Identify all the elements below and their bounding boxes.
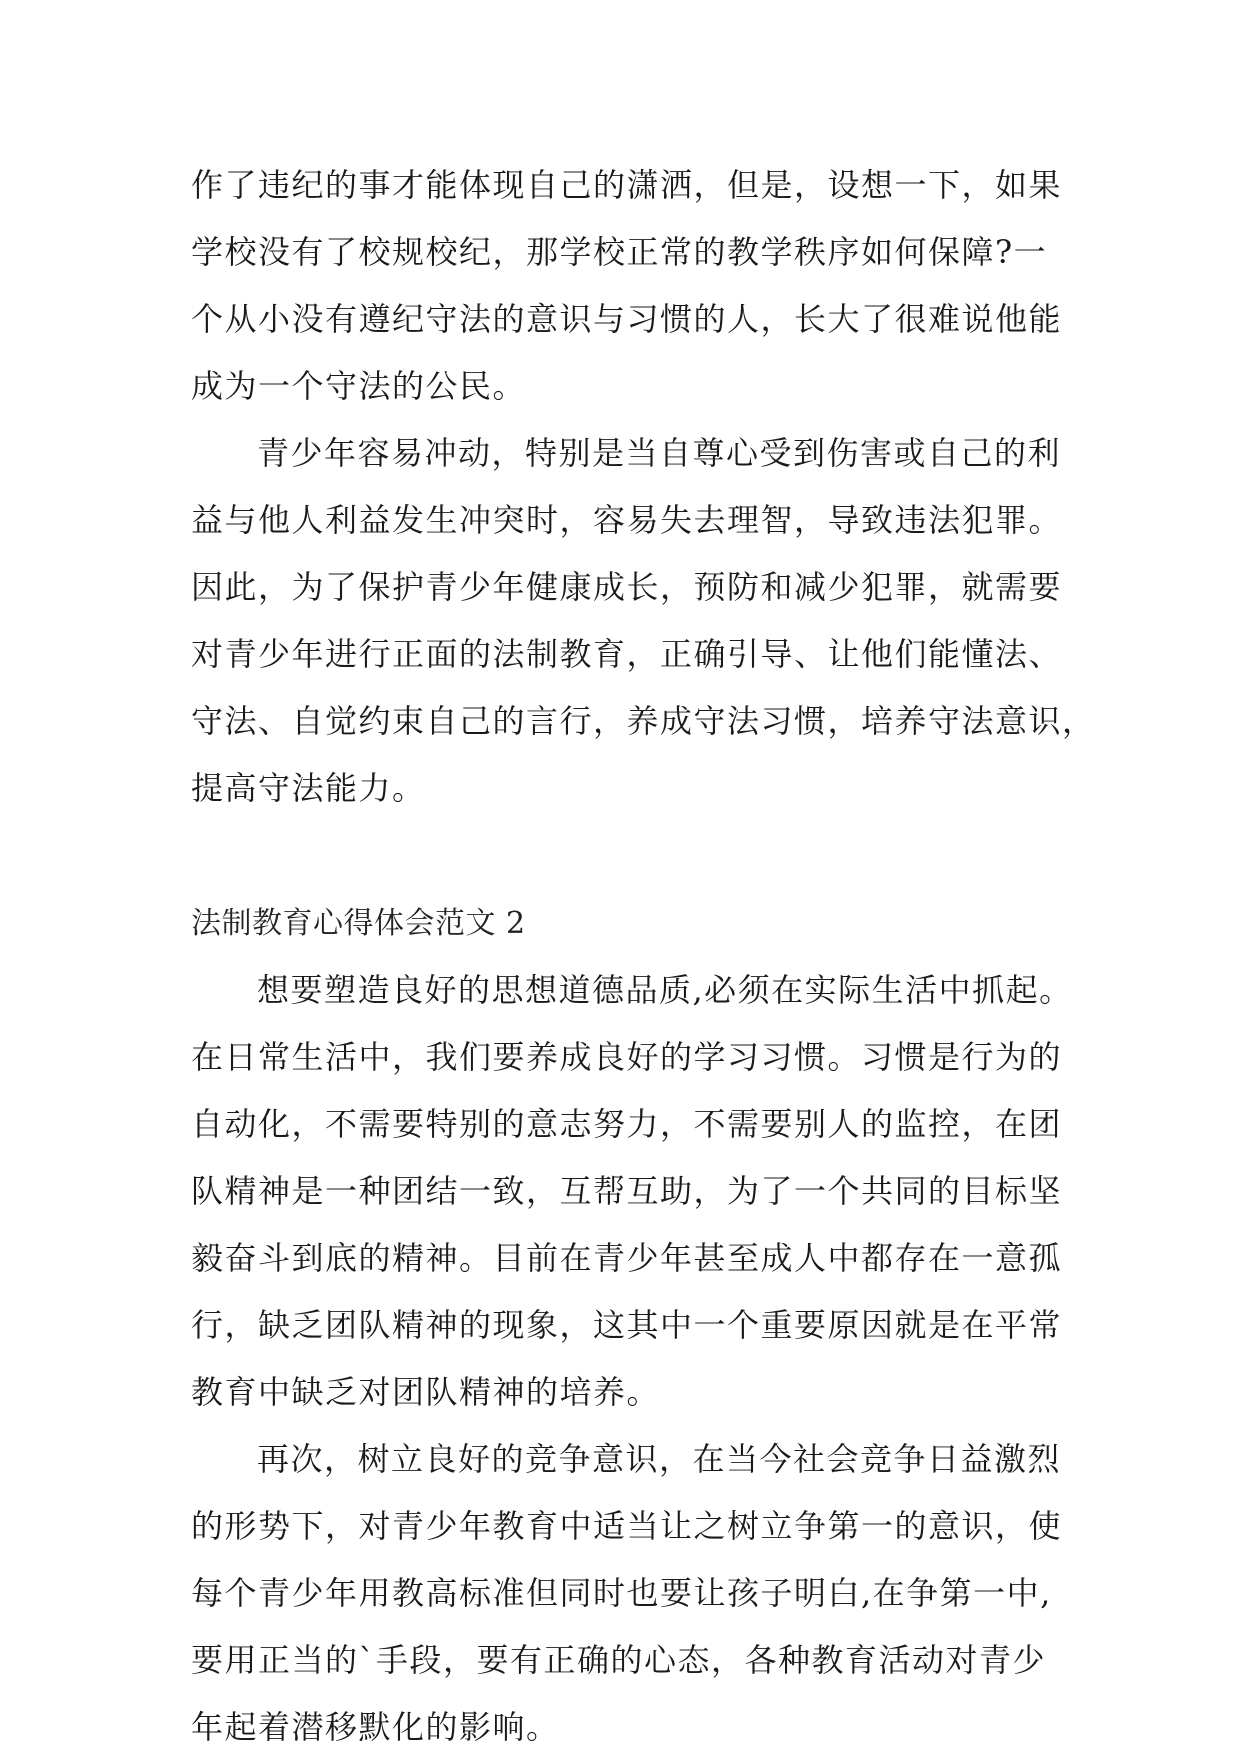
text-line: 的形势下，对青少年教育中适当让之树立争第一的意识，使 <box>191 1507 1063 1545</box>
text-line: 在日常生活中，我们要养成良好的学习习惯。习惯是行为的 <box>191 1038 1063 1076</box>
text-line: 守法、自觉约束自己的言行，养成守法习惯，培养守法意识， <box>191 702 1096 740</box>
paragraph-continued <box>191 152 1091 420</box>
text-line: 毅奋斗到底的精神。目前在青少年甚至成人中都存在一意孤 <box>191 1239 1063 1277</box>
text-line: 因此，为了保护青少年健康成长，预防和减少犯罪，就需要 <box>191 568 1063 606</box>
document-body <box>191 152 1096 1761</box>
paragraph-moral-quality <box>191 957 1091 1426</box>
text-line: 学校没有了校规校纪，那学校正常的教学秩序如何保障?一 <box>191 233 1048 271</box>
text-line: 提高守法能力。 <box>191 769 426 807</box>
text-line: 每个青少年用教高标准但同时也要让孩子明白,在争第一中, <box>191 1574 1052 1612</box>
paragraph-competition <box>191 1426 1091 1761</box>
text-line: 益与他人利益发生冲突时，容易失去理智，导致违法犯罪。 <box>191 501 1063 539</box>
text-line: 对青少年进行正面的法制教育，正确引导、让他们能懂法、 <box>191 635 1063 673</box>
text-line: 要用正当的`手段，要有正确的心态，各种教育活动对青少 <box>191 1641 1047 1679</box>
section-heading: 法制教育心得体会范文 2 <box>191 906 526 941</box>
text-line: 教育中缺乏对团队精神的培养。 <box>191 1373 661 1411</box>
text-line: 队精神是一种团结一致，互帮互助，为了一个共同的目标坚 <box>191 1172 1063 1210</box>
paragraph-youth-impulse <box>191 420 1096 822</box>
text-line: 成为一个守法的公民。 <box>191 367 527 405</box>
text-line: 自动化，不需要特别的意志努力，不需要别人的监控，在团 <box>191 1105 1063 1143</box>
text-line: 再次，树立良好的竞争意识，在当今社会竞争日益激烈 <box>257 1440 1062 1478</box>
text-line: 年起着潜移默化的影响。 <box>191 1708 560 1746</box>
text-line: 青少年容易冲动，特别是当自尊心受到伤害或自己的利 <box>257 434 1062 472</box>
text-line: 想要塑造良好的思想道德品质,必须在实际生活中抓起。 <box>257 971 1073 1009</box>
text-line: 行，缺乏团队精神的现象，这其中一个重要原因就是在平常 <box>191 1306 1063 1344</box>
section-spacer <box>191 822 1091 890</box>
text-line: 个从小没有遵纪守法的意识与习惯的人，长大了很难说他能 <box>191 300 1063 338</box>
text-line: 作了违纪的事才能体现自己的潇洒，但是，设想一下，如果 <box>191 166 1063 204</box>
